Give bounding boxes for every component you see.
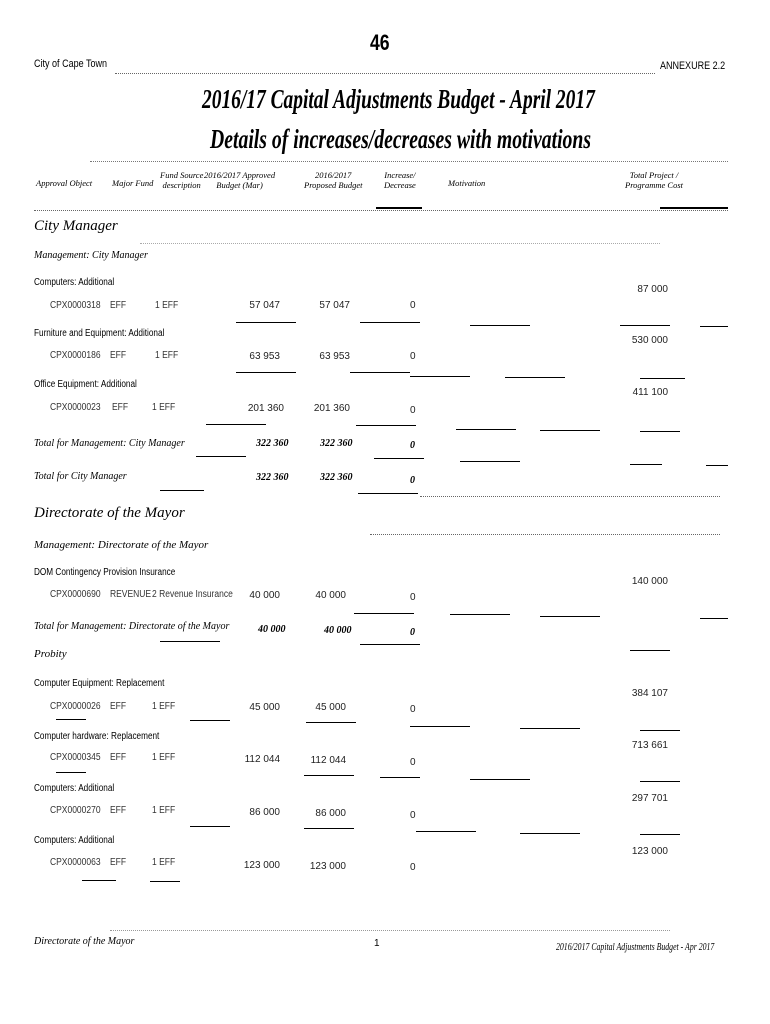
footer-directorate: Directorate of the Mayor [34,936,135,947]
item-fund: REVENUE [110,589,152,600]
item-rule [410,376,470,377]
item-name: Computers: Additional [34,277,115,288]
item-rule [56,772,86,773]
item-total: 411 100 [632,387,668,398]
col-major-fund: Major Fund [112,178,154,188]
item-rule [354,613,414,614]
item-source: 1 EFF [152,701,176,712]
item-code: CPX0000026 [50,701,101,712]
document-subtitle: Details of increases/decreases with motivations [210,124,592,154]
item-name: Computers: Additional [34,835,115,846]
subtotal-rule [360,644,420,645]
item-rule [236,372,296,373]
item-name: Computers: Additional [34,783,115,794]
item-rule [640,834,680,835]
subtotal-rule [374,458,424,459]
header-dotted-rule [115,73,655,74]
item-code: CPX0000063 [50,857,101,868]
item-rule [470,325,530,326]
item-total: 123 000 [631,846,668,857]
item-approved: 112 044 [244,754,280,765]
item-rule [190,720,230,721]
item-rule [306,722,356,723]
col-increase-decrease: Increase/ Decrease [384,170,416,190]
item-fund: EFF [112,402,129,413]
subtotal-rule [460,461,520,462]
subtotal-label: Total for Management: Directorate of the Mayor [34,621,230,632]
item-approved: 63 953 [249,351,280,362]
item-rule [640,378,685,379]
subtotal-approved: 40 000 [258,624,286,635]
item-fund: EFF [110,857,127,868]
section-city-manager: City Manager [34,218,118,234]
item-code: CPX0000186 [50,350,101,361]
col-fund-source: Fund Source description [160,170,204,190]
item-rule [356,425,416,426]
item-rule [190,826,230,827]
header-organization: City of Cape Town [34,58,108,70]
item-rule [350,372,410,373]
page-number: 46 [370,30,390,55]
item-source: 2 Revenue Insurance [152,589,233,600]
item-source: 1 EFF [152,805,176,816]
item-approved: 57 047 [249,300,280,311]
item-code: CPX0000345 [50,752,101,763]
item-proposed: 40 000 [315,590,346,601]
item-change: 0 [410,704,416,715]
item-rule [520,728,580,729]
item-approved: 123 000 [243,860,280,871]
footer-dotted-rule [110,930,670,931]
subtotal-rule [196,456,246,457]
total-rule [358,493,418,494]
item-proposed: 57 047 [319,300,350,311]
item-rule [360,322,420,323]
item-approved: 86 000 [249,807,280,818]
subsection-probity: Probity [34,648,67,660]
item-rule [456,429,516,430]
item-rule [640,781,680,782]
item-total: 713 661 [631,740,668,751]
column-header-accent-rule [376,207,422,209]
item-rule [150,881,180,882]
item-rule [236,322,296,323]
item-code: CPX0000318 [50,300,101,311]
total-rule [160,490,204,491]
item-rule [380,777,420,778]
col-approved-budget: 2016/2017 Approved Budget (Mar) [204,170,276,190]
item-fund: EFF [110,350,127,361]
item-rule [416,831,476,832]
total-proposed: 322 360 [320,472,353,483]
item-rule [56,719,86,720]
item-change: 0 [410,351,416,362]
item-rule [700,618,728,619]
item-rule [82,880,116,881]
item-rule [304,775,354,776]
section-directorate-mayor: Directorate of the Mayor [34,505,185,521]
item-approved: 201 360 [247,403,284,414]
subtotal-proposed: 40 000 [324,625,352,636]
item-change: 0 [410,405,416,416]
item-rule [640,730,680,731]
item-approved: 45 000 [249,702,280,713]
item-change: 0 [410,757,416,768]
item-rule [470,779,530,780]
item-code: CPX0000690 [50,589,101,600]
total-change: 0 [410,475,415,486]
item-total: 140 000 [631,576,668,587]
footer-document-name: 2016/2017 Capital Adjustments Budget - Apr 2017 [556,942,715,953]
item-source: 1 EFF [152,857,176,868]
col-proposed-budget: 2016/2017 Proposed Budget [304,170,363,190]
item-proposed: 45 000 [315,702,346,713]
item-fund: EFF [110,805,127,816]
total-dotted-rule [420,496,720,497]
item-code: CPX0000023 [50,402,101,413]
item-proposed: 201 360 [313,403,350,414]
item-total: 530 000 [631,335,668,346]
item-total: 384 107 [631,688,668,699]
item-name: DOM Contingency Provision Insurance [34,567,176,578]
item-proposed: 86 000 [315,808,346,819]
subtotal-approved: 322 360 [256,438,289,449]
section-rule [140,243,660,244]
item-code: CPX0000270 [50,805,101,816]
subtotal-rule [630,650,670,651]
subtotal-change: 0 [410,627,415,638]
subtotal-rule [630,464,662,465]
item-name: Computer hardware: Replacement [34,731,160,742]
item-total: 297 701 [631,793,668,804]
item-name: Computer Equipment: Replacement [34,678,165,689]
item-rule [505,377,565,378]
column-header-top-rule [90,161,728,162]
item-rule [520,833,580,834]
col-total-cost: Total Project / Programme Cost [625,170,684,190]
item-change: 0 [410,592,416,603]
item-rule [450,614,510,615]
column-header-bottom-rule [34,210,728,211]
item-fund: EFF [110,752,127,763]
item-proposed: 112 044 [310,755,346,766]
column-header-accent-rule-2 [660,207,728,209]
subtotal-rule [160,641,220,642]
subtotal-rule [706,465,728,466]
footer-page-number: 1 [374,938,380,949]
item-change: 0 [410,862,416,873]
col-approval-object: Approval Object [36,178,93,188]
subtotal-proposed: 322 360 [320,438,353,449]
item-fund: EFF [110,701,127,712]
item-source: 1 EFF [152,402,176,413]
annexure-label: ANNEXURE 2.2 [660,60,726,72]
col-motivation: Motivation [448,178,486,188]
item-rule [540,430,600,431]
item-proposed: 63 953 [319,351,350,362]
item-rule [540,616,600,617]
item-name: Furniture and Equipment: Additional [34,328,165,339]
item-total: 87 000 [637,284,668,295]
item-source: 1 EFF [155,300,179,311]
subtotal-label: Total for Management: City Manager [34,438,185,449]
subsection-mgmt-city-manager: Management: City Manager [34,250,148,261]
section-rule [370,534,720,535]
item-rule [620,325,670,326]
item-name: Office Equipment: Additional [34,379,137,390]
total-approved: 322 360 [256,472,289,483]
item-proposed: 123 000 [309,861,346,872]
total-label: Total for City Manager [34,471,127,482]
item-source: 1 EFF [155,350,179,361]
item-rule [640,431,680,432]
item-change: 0 [410,810,416,821]
item-rule [700,326,728,327]
item-rule [410,726,470,727]
item-change: 0 [410,300,416,311]
item-approved: 40 000 [249,590,280,601]
document-title: 2016/17 Capital Adjustments Budget - April 2017 [202,84,595,114]
item-rule [304,828,354,829]
item-rule [206,424,266,425]
item-source: 1 EFF [152,752,176,763]
subtotal-change: 0 [410,440,415,451]
subsection-mgmt-mayor: Management: Directorate of the Mayor [34,539,209,551]
item-fund: EFF [110,300,127,311]
